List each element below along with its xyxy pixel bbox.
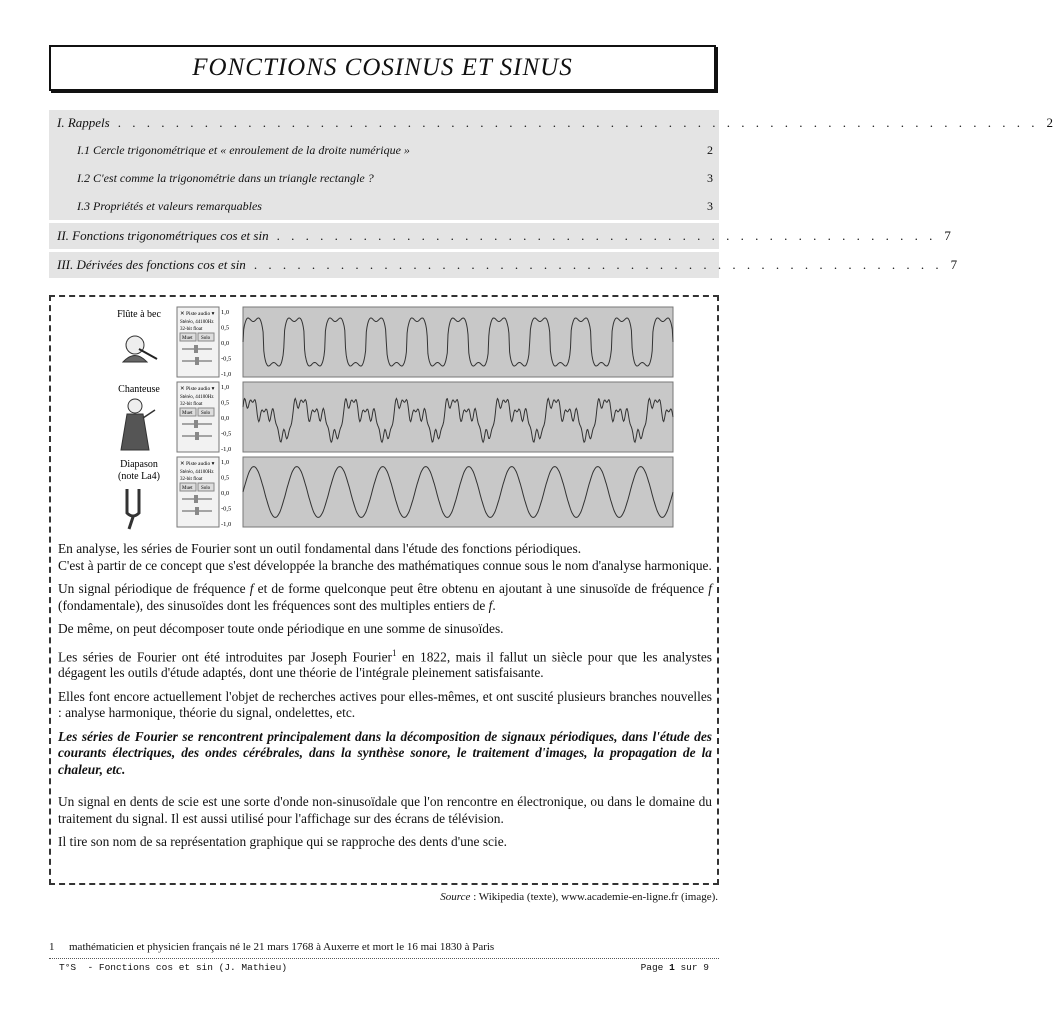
tuning-fork-handle: [129, 517, 133, 529]
content-box: [49, 295, 719, 885]
axis-tick-label: 1,0: [221, 459, 230, 466]
track-control-panel: [177, 382, 219, 452]
footnote: [49, 941, 494, 953]
axis-tick-label: 0,0: [221, 340, 230, 347]
toc-label: II. Fonctions trigonométriques cos et sin: [57, 228, 269, 243]
axis-tick-label: -1,0: [221, 371, 232, 378]
axis-tick-label: 0,5: [221, 324, 230, 332]
pan-slider-thumb: [195, 432, 199, 440]
toc-entry-proprietes[interactable]: [49, 192, 719, 220]
track-control-panel: [177, 457, 219, 527]
frequency-symbol: f: [708, 581, 712, 596]
axis-tick-label: -0,5: [221, 505, 232, 513]
axis-tick-label: 1,0: [221, 309, 230, 316]
waveform-area: [243, 307, 673, 377]
toc-page: 3: [707, 198, 713, 213]
text-block: [58, 541, 712, 858]
paragraph-text: C'est à partir de ce concept que s'est développée la branche des mathématiques connue sous le nom d'analyse harmonique.: [58, 557, 712, 573]
paragraph-text: En analyse, les séries de Fourier sont un outil fondamental dans l'étude des fonctions périodiques.: [58, 541, 582, 556]
source-label: Source: [440, 891, 471, 903]
paragraph-text: en 1822, mais il fallut un siècle pour que les analystes dégagent les outils d'étude adaptés, dont une théorie de l'intégrale pleinement satisfaisante.: [58, 648, 712, 681]
gain-slider-thumb: [194, 495, 198, 503]
track-name: ✕ Piste audio ▾: [180, 386, 215, 392]
paragraph-decomposition: De même, on peut décomposer toute onde périodique en une somme de sinusoïdes.: [58, 621, 504, 636]
footer-page: [641, 962, 709, 973]
mute-label: Muet: [182, 336, 193, 341]
track-name: ✕ Piste audio ▾: [180, 311, 215, 317]
solo-label: Solo: [201, 486, 211, 491]
toc-leader: . . . . . . . . . . . . . . . . . . . . . . . . . . . . . . . . . . . . . . . . . . . . . . . . . . . . . . . . . . . . . . . .: [117, 115, 1039, 130]
toc-entry-fonctions[interactable]: [49, 223, 951, 249]
tuning-fork-illustration: [127, 489, 139, 516]
paragraph-text: et de forme quelconque peut être obtenu en ajoutant à une sinusoïde de fréquence: [253, 581, 709, 596]
axis-tick-label: -0,5: [221, 430, 232, 438]
toc-entry-triangle[interactable]: [49, 164, 719, 192]
axis-tick-label: -1,0: [221, 521, 232, 528]
page-footer: [49, 958, 719, 976]
instrument-label: Diapason: [120, 459, 158, 470]
frequency-symbol: f: [249, 581, 254, 596]
paragraph-text: Les séries de Fourier ont été introduites par Joseph Fourier: [58, 648, 392, 664]
footnote-ref[interactable]: 1: [391, 647, 397, 658]
paragraph-text: (fondamentale), des sinusoïdes dont les fréquences sont des multiples entiers de: [58, 597, 489, 613]
axis-tick-label: -0,5: [221, 355, 232, 363]
toc-entry-derivees[interactable]: [49, 252, 958, 278]
track-bitdepth: 32-bit float: [180, 477, 203, 482]
instrument-label: (note La4): [118, 471, 160, 482]
footer-page-prefix: Page: [640, 962, 670, 973]
paragraph-sawtooth: Un signal en dents de scie est une sorte d'onde non-sinusoïdale que l'on rencontre en électronique, ou dans le domaine du traitement du signal. Il est aussi utilisé pour l'affichage sur des écrans de télévision.: [58, 794, 712, 826]
pan-slider-thumb: [195, 357, 199, 365]
paragraph-analyse: [58, 541, 712, 574]
paragraph-signal: [58, 581, 712, 614]
source-text: : Wikipedia (texte), www.academie-en-ligne.fr (image).: [470, 891, 718, 903]
mute-label: Muet: [182, 486, 193, 491]
pan-slider-thumb: [195, 507, 199, 515]
audio-track: [118, 457, 673, 529]
axis-tick-label: 0,5: [221, 474, 230, 482]
audio-track: [118, 382, 673, 453]
title-box: [49, 45, 716, 91]
axis-tick-label: 1,0: [221, 384, 230, 391]
footer-page-number: 1: [669, 962, 675, 973]
toc-label: I.2 C'est comme la trigonométrie dans un triangle rectangle ?: [77, 170, 374, 185]
toc-label: I.3 Propriétés et valeurs remarquables: [77, 198, 262, 213]
track-format: Stéréo, 44100Hz: [180, 470, 214, 475]
paragraph-history: [58, 645, 712, 682]
mute-label: Muet: [182, 411, 193, 416]
table-of-contents: [49, 110, 1053, 278]
footnote-number: 1: [49, 941, 55, 953]
instrument-label: Chanteuse: [118, 384, 160, 395]
track-bitdepth: 32-bit float: [180, 327, 203, 332]
footnote-text: mathématicien et physicien français né le 21 mars 1768 à Auxerre et mort le 16 mai 1830 à Paris: [69, 941, 495, 953]
paragraph-name: Il tire son nom de sa représentation graphique qui se rapproche des dents d'une scie.: [58, 834, 507, 850]
toc-entry-cercle[interactable]: [49, 136, 719, 164]
singer-illustration: [128, 399, 142, 413]
paragraph-research: Elles font encore actuellement l'objet de recherches actives pour elles-mêmes, et ont suscité plusieurs branches nouvelles : analyse harmonique, théorie du signal, ondelettes, etc.: [58, 688, 712, 721]
gain-slider-thumb: [194, 420, 198, 428]
solo-label: Solo: [201, 336, 211, 341]
toc-leader: . . . . . . . . . . . . . . . . . . . . . . . . . . . . . . . . . . . . . . . . . . . . . . . .: [253, 257, 943, 272]
track-format: Stéréo, 44100Hz: [180, 395, 214, 400]
solo-label: Solo: [201, 411, 211, 416]
singer-arm: [143, 410, 155, 418]
track-format: Stéréo, 44100Hz: [180, 320, 214, 325]
paragraph-text: .: [492, 597, 496, 613]
toc-page: 2: [707, 142, 713, 157]
paragraph-applications: Les séries de Fourier se rencontrent principalement dans la décomposition de signaux périodiques, dans l'étude des courants électriques, des ondes cérébrales, dans la synthèse sonore, le traitement d'images, la propagation de la chaleur, etc.: [58, 728, 712, 777]
track-control-panel: [177, 307, 219, 377]
toc-page: 7: [950, 257, 958, 272]
footer-left: T°S - Fonctions cos et sin (J. Mathieu): [59, 962, 288, 973]
toc-label: I.1 Cercle trigonométrique et « enroulement de la droite numérique »: [77, 142, 410, 157]
instrument-label: Flûte à bec: [117, 309, 161, 320]
audio-track: [117, 307, 673, 378]
axis-tick-label: -1,0: [221, 446, 232, 453]
footer-page-suffix: sur 9: [674, 962, 709, 973]
flute-player-body: [123, 356, 147, 363]
fourier-figure: [95, 302, 675, 532]
toc-page: 7: [944, 228, 951, 243]
toc-page: 2: [1046, 115, 1053, 130]
frequency-symbol: f: [488, 597, 493, 613]
axis-tick-label: 0,0: [221, 490, 230, 497]
toc-label: I. Rappels: [57, 115, 110, 130]
track-bitdepth: 32-bit float: [180, 402, 203, 407]
gain-slider-thumb: [194, 345, 198, 353]
axis-tick-label: 0,0: [221, 415, 230, 422]
singer-dress: [121, 414, 149, 450]
toc-label: III. Dérivées des fonctions cos et sin: [57, 257, 246, 272]
axis-tick-label: 0,5: [221, 399, 230, 407]
toc-entry-rappels[interactable]: [49, 110, 1053, 136]
track-name: ✕ Piste audio ▾: [180, 461, 215, 467]
waveform-area: [243, 382, 673, 452]
page-title: FONCTIONS COSINUS ET SINUS: [192, 54, 573, 81]
toc-leader: . . . . . . . . . . . . . . . . . . . . . . . . . . . . . . . . . . . . . . . . . . . . . .: [276, 228, 937, 243]
paragraph-text: Un signal périodique de fréquence: [58, 581, 250, 596]
toc-page: 3: [707, 170, 713, 185]
source-line: [440, 891, 718, 903]
